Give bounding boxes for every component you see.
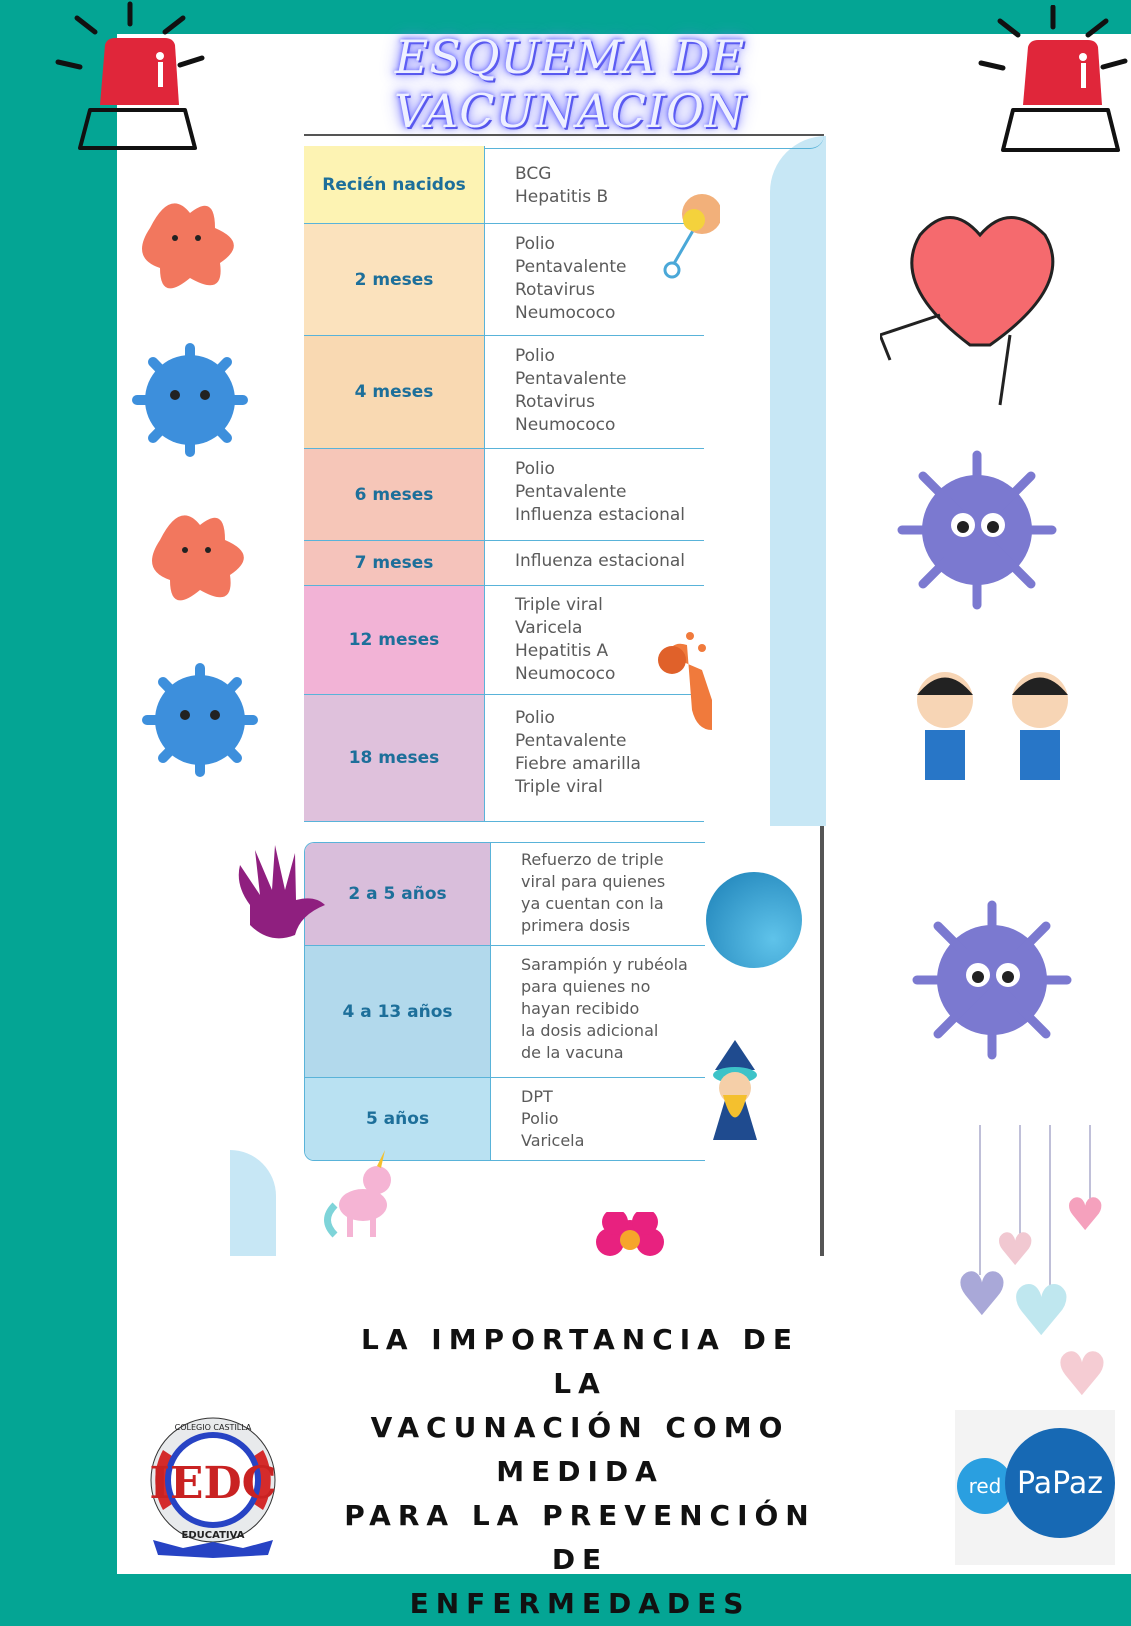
age-cell: Recién nacidos xyxy=(304,146,485,223)
table-row xyxy=(304,695,704,822)
svg-text:♥: ♥ xyxy=(955,1260,1009,1330)
vaccine-cell: Polio Pentavalente Rotavirus Neumococo xyxy=(515,234,627,323)
vaccination-table-children xyxy=(304,842,705,1161)
vaccination-table-infants xyxy=(304,146,704,822)
title-line-1: ESQUEMA DE xyxy=(394,30,746,84)
vaccine-cell: Polio Pentavalente Rotavirus Neumococo xyxy=(515,346,627,435)
wizard-icon xyxy=(695,1040,785,1152)
flower-icon xyxy=(595,1212,665,1258)
giraffe-icon xyxy=(652,630,722,735)
age-cell: 4 a 13 años xyxy=(305,946,491,1077)
age-cell: 18 meses xyxy=(304,695,485,821)
hand-print-icon xyxy=(230,845,330,945)
age-cell: 2 a 5 años xyxy=(305,843,491,945)
svg-text:♥: ♥ xyxy=(995,1223,1036,1276)
title-line-2: VACUNACION xyxy=(393,84,747,138)
table-row xyxy=(304,586,704,695)
germ-blue-icon xyxy=(135,660,265,780)
table-row xyxy=(304,449,704,541)
age-cell: 12 meses xyxy=(304,586,485,694)
svg-text:♥: ♥ xyxy=(1055,1340,1109,1405)
table-row xyxy=(305,946,705,1078)
germ-red-icon xyxy=(130,188,250,303)
age-cell: 7 meses xyxy=(304,541,485,585)
vaccine-cell: DPT Polio Varicela xyxy=(521,1087,585,1150)
table-row xyxy=(304,224,704,336)
germ-red-icon xyxy=(140,500,260,615)
decorative-blue-wave xyxy=(770,136,826,826)
table-row xyxy=(305,1078,705,1160)
svg-text:IEDC: IEDC xyxy=(149,1458,277,1509)
table-row xyxy=(305,843,705,946)
divider-line xyxy=(820,826,824,1256)
vaccine-cell: Polio Pentavalente Fiebre amarilla Triple viral xyxy=(515,708,641,797)
vaccine-cell: BCG Hepatitis B xyxy=(515,164,609,207)
age-cell: 2 meses xyxy=(304,224,485,335)
school-logo xyxy=(143,1410,283,1560)
table-row xyxy=(304,336,704,449)
svg-text:EDUCATIVA: EDUCATIVA xyxy=(181,1530,245,1541)
kids-high-five-icon xyxy=(870,650,1120,850)
germ-blue-icon xyxy=(125,340,255,460)
blue-ball-icon xyxy=(706,872,802,968)
heart-character-icon xyxy=(880,195,1105,425)
alarm-siren-icon-left xyxy=(55,0,205,155)
age-cell: 4 meses xyxy=(304,336,485,448)
svg-text:♥: ♥ xyxy=(1065,1188,1106,1241)
table-row xyxy=(304,541,704,586)
alarm-siren-icon-right xyxy=(978,5,1128,155)
vaccine-cell: Refuerzo de triple viral para quienes ya cuentan con la primera dosis xyxy=(521,850,666,935)
svg-text:COLEGIO CASTILLA: COLEGIO CASTILLA xyxy=(174,1423,252,1432)
virus-character-icon xyxy=(895,450,1060,610)
table-row xyxy=(304,146,704,224)
vaccine-cell: Sarampión y rubéola para quienes no hayan recibido la dosis adicional de la vacuna xyxy=(521,955,688,1062)
rattle-icon xyxy=(660,192,720,282)
footer-message: LA IMPORTANCIA DE LA VACUNACIÓN COMO MEDIDA PARA LA PREVENCIÓN DE ENFERMEDADES xyxy=(344,1323,816,1620)
unicorn-icon xyxy=(315,1150,405,1245)
vaccine-cell: Influenza estacional xyxy=(515,551,686,571)
svg-text:♥: ♥ xyxy=(1010,1270,1073,1352)
hanging-hearts-icon xyxy=(950,1125,1120,1405)
age-cell: 6 meses xyxy=(304,449,485,540)
age-cell: 5 años xyxy=(305,1078,491,1160)
virus-character-icon xyxy=(910,900,1075,1060)
vaccine-cell: Polio Pentavalente Influenza estacional xyxy=(515,459,686,525)
red-papaz-logo xyxy=(955,1410,1115,1565)
vaccine-cell: Triple viral Varicela Hepatitis A Neumococo xyxy=(515,595,616,684)
page-title xyxy=(360,30,780,138)
logo-small-circle: red xyxy=(957,1458,1013,1514)
logo-big-circle: PaPaz xyxy=(1005,1428,1115,1538)
